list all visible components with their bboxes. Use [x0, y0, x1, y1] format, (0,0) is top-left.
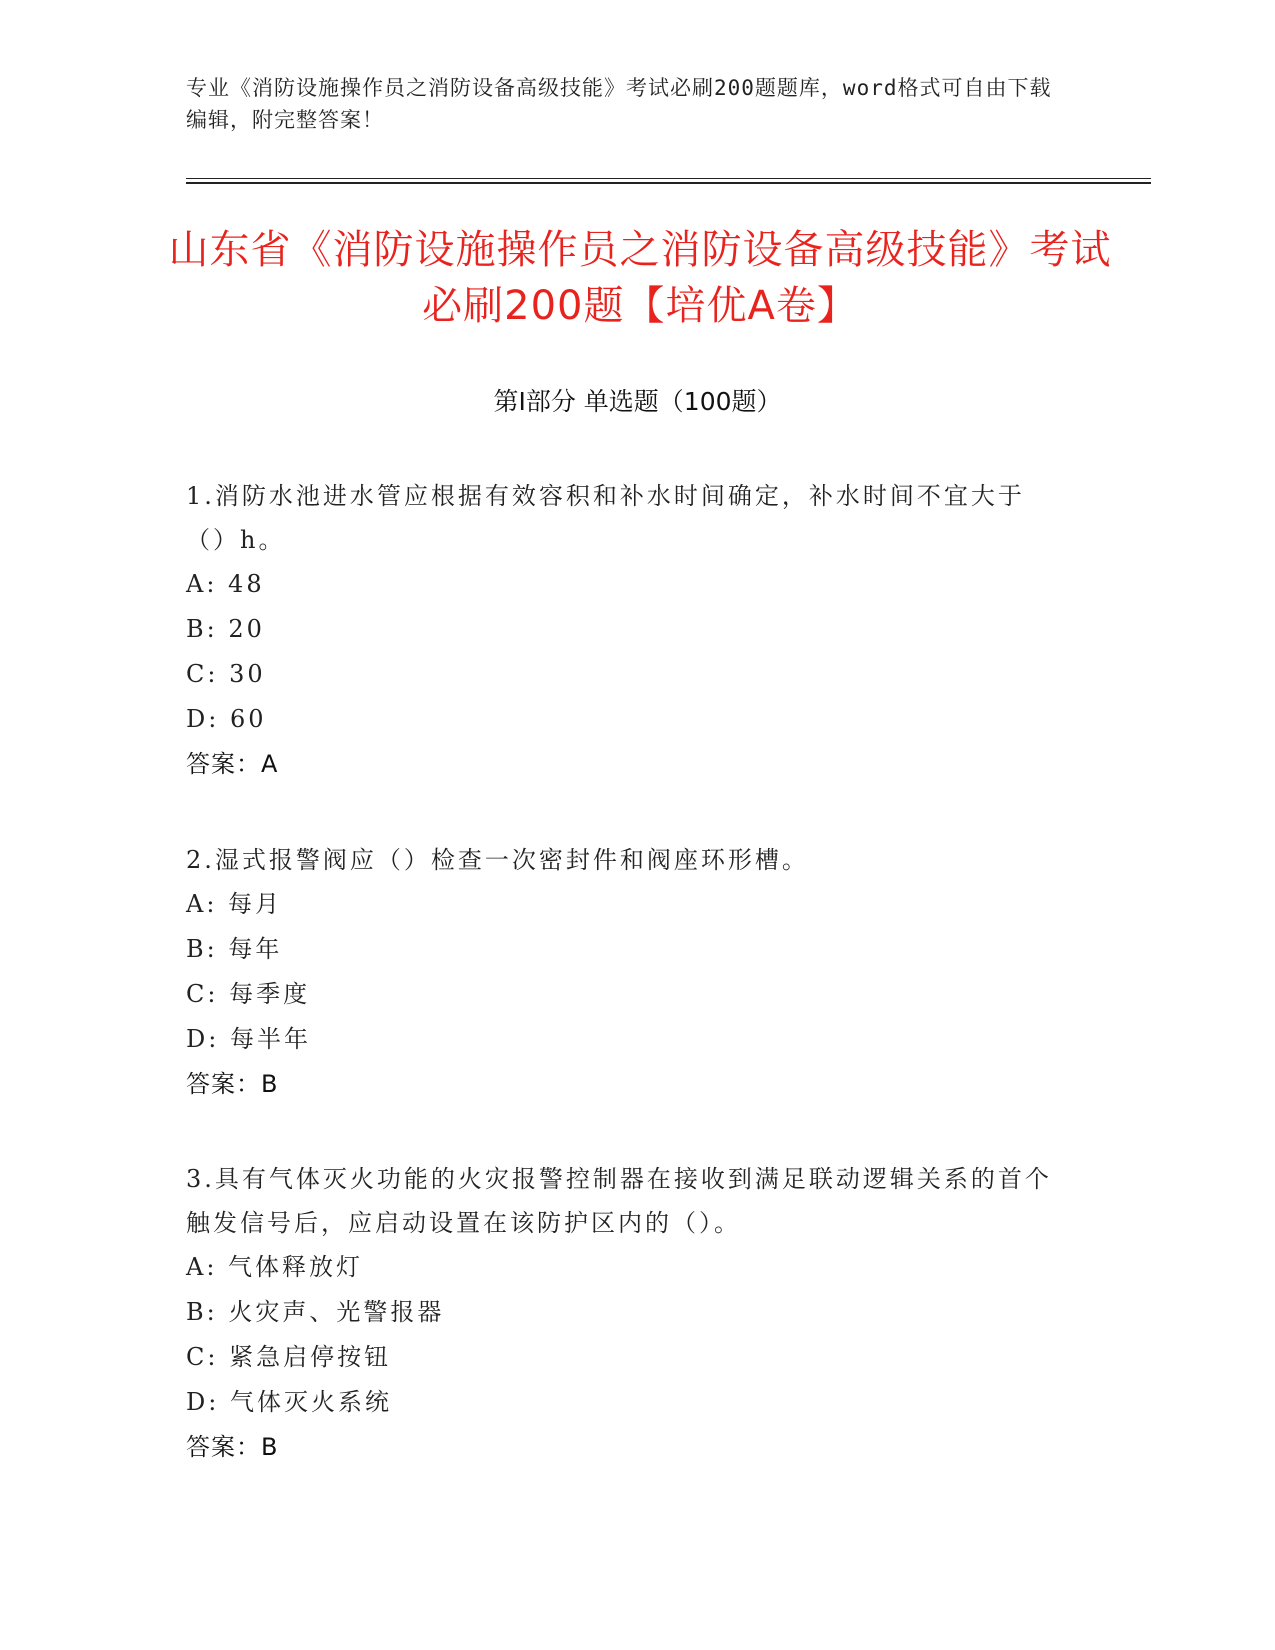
option-b: B: 20 [186, 615, 265, 643]
option-c: C: 每季度 [186, 980, 311, 1008]
answer-line: 答案：A [186, 750, 279, 778]
question-block [186, 838, 1066, 1107]
option-a: A: 48 [186, 570, 265, 598]
option-a: A: 气体释放灯 [186, 1253, 364, 1281]
document-title: 山东省《消防设施操作员之消防设备高级技能》考试必刷200题【培优A卷】 [168, 227, 1112, 329]
header-divider-thin [186, 178, 1151, 179]
answer-line: 答案：B [186, 1070, 279, 1098]
question-block [186, 474, 1066, 787]
option-c: C: 紧急启停按钮 [186, 1343, 392, 1371]
answer-line: 答案：B [186, 1433, 279, 1461]
question-stem: 2.湿式报警阀应（）检查一次密封件和阀座环形槽。 [186, 846, 809, 874]
question-stem: 1.消防水池进水管应根据有效容积和补水时间确定，补水时间不宜大于（）h。 [186, 482, 1025, 554]
question-block [186, 1157, 1066, 1470]
section-title: 第I部分 单选题（100题） [493, 387, 782, 416]
option-a: A: 每月 [186, 890, 283, 918]
question-stem: 3.具有气体灭火功能的火灾报警控制器在接收到满足联动逻辑关系的首个触发信号后，应启动设置在该防护区内的（）。 [186, 1165, 1052, 1237]
header-divider-thick [186, 182, 1151, 184]
option-b: B: 火灾声、光警报器 [186, 1298, 445, 1326]
option-b: B: 每年 [186, 935, 283, 963]
option-d: D: 60 [186, 705, 267, 733]
option-c: C: 30 [186, 660, 266, 688]
option-d: D: 气体灭火系统 [186, 1388, 392, 1416]
option-d: D: 每半年 [186, 1025, 311, 1053]
header-note: 专业《消防设施操作员之消防设备高级技能》考试必刷200题题库，word格式可自由下载编辑，附完整答案！ [186, 76, 1052, 132]
